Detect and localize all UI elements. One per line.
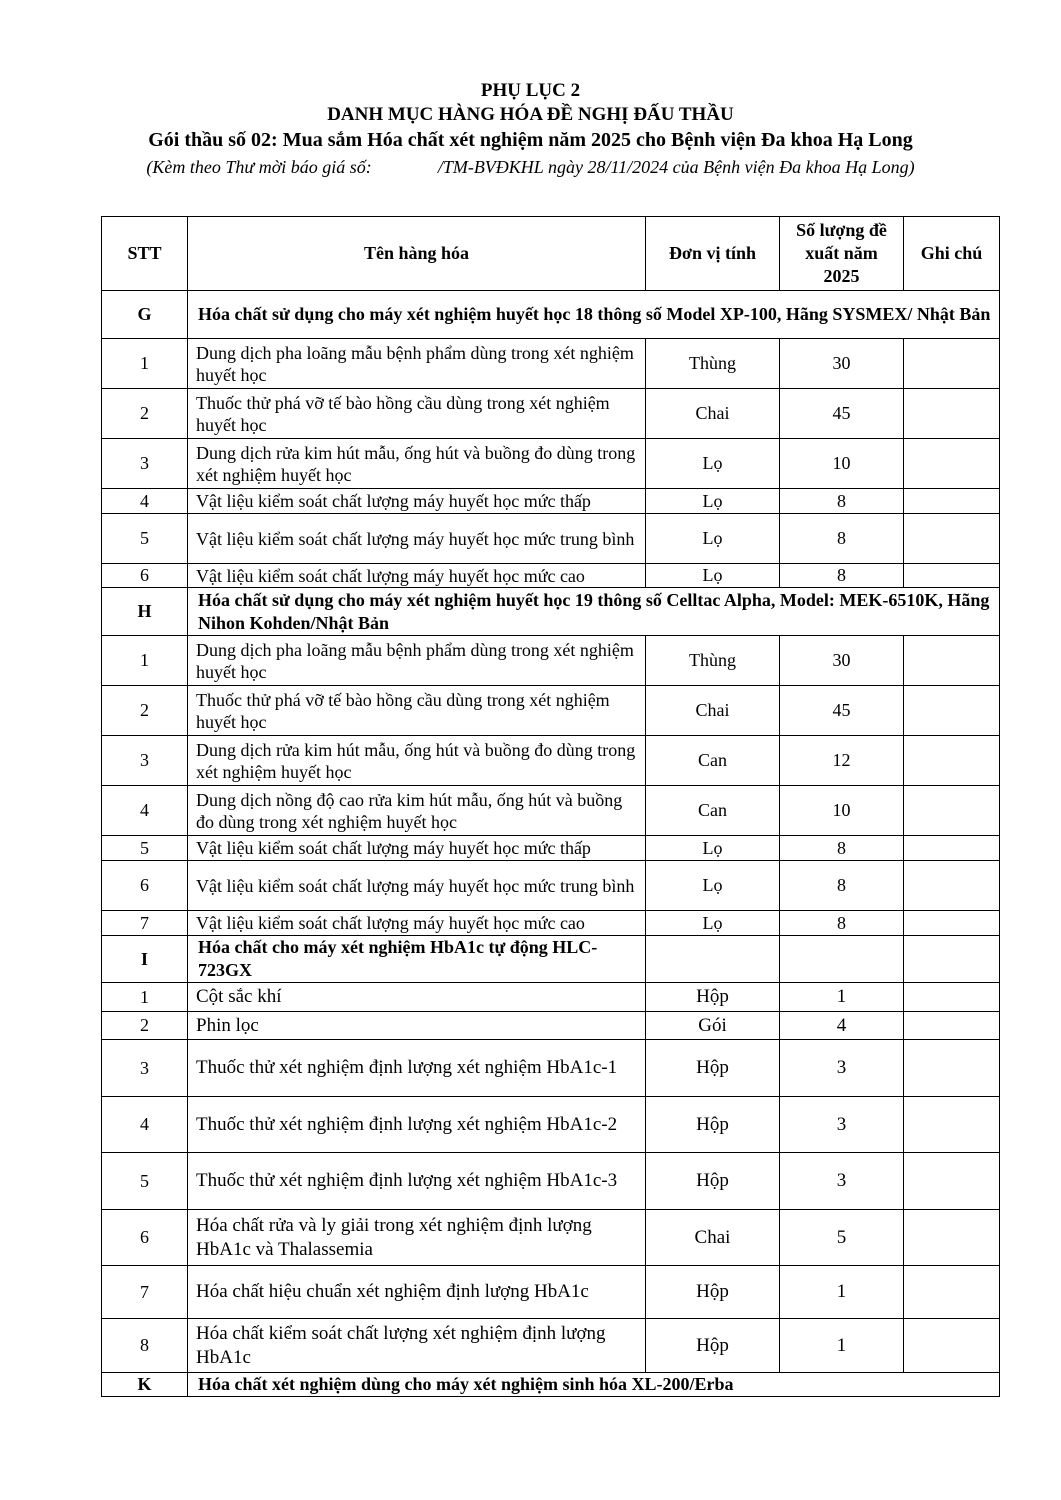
cell-stt: 5: [102, 1153, 188, 1210]
table-row: [102, 786, 1000, 836]
section-row: [102, 588, 1000, 636]
cell-unit: Hộp: [646, 983, 780, 1012]
cell-qty: 1: [780, 1319, 904, 1373]
cell-note: [904, 1266, 1000, 1319]
cell-stt: 4: [102, 489, 188, 514]
cell-name: Thuốc thử xét nghiệm định lượng xét nghiệm HbA1c-1: [188, 1040, 646, 1097]
table-row: [102, 489, 1000, 514]
cell-unit: Hộp: [646, 1319, 780, 1373]
appendix-title: PHỤ LỤC 2: [480, 80, 581, 101]
cell-name: Hóa chất hiệu chuẩn xét nghiệm định lượng HbA1c: [188, 1266, 646, 1319]
cell-unit: Lọ: [646, 861, 780, 911]
cell-qty: 3: [780, 1040, 904, 1097]
col-header-unit: Đơn vị tính: [646, 217, 780, 291]
cell-name: Vật liệu kiểm soát chất lượng máy huyết học mức thấp: [188, 836, 646, 861]
cell-unit: Chai: [646, 1210, 780, 1266]
table-row: [102, 911, 1000, 936]
section-title: Hóa chất xét nghiệm dùng cho máy xét nghiệm sinh hóa XL-200/Erba: [188, 1373, 1000, 1397]
cell-unit: Gói: [646, 1012, 780, 1040]
cell-qty: 1: [780, 1266, 904, 1319]
cell-note: [904, 1097, 1000, 1153]
cell-unit: Hộp: [646, 1153, 780, 1210]
cell-note: [904, 836, 1000, 861]
cell-unit: Lọ: [646, 439, 780, 489]
cell-qty: 1: [780, 983, 904, 1012]
goods-table: [101, 216, 1000, 1397]
col-header-name: Tên hàng hóa: [188, 217, 646, 291]
attachment-note: [0, 154, 1061, 180]
cell-stt: 6: [102, 1210, 188, 1266]
cell-stt: 7: [102, 911, 188, 936]
cell-note: [904, 861, 1000, 911]
cell-note: [904, 686, 1000, 736]
cell-stt: 5: [102, 514, 188, 564]
cell-unit: Lọ: [646, 911, 780, 936]
cell-stt: 2: [102, 389, 188, 439]
cell-qty: 12: [780, 736, 904, 786]
cell-stt: 5: [102, 836, 188, 861]
table-row: [102, 1097, 1000, 1153]
cell-note: [904, 936, 1000, 983]
cell-stt: 1: [102, 983, 188, 1012]
table-row: [102, 1153, 1000, 1210]
cell-stt: I: [102, 936, 188, 983]
cell-stt: G: [102, 291, 188, 339]
cell-qty: [780, 936, 904, 983]
section-row: [102, 936, 1000, 983]
cell-name: Vật liệu kiểm soát chất lượng máy huyết học mức cao: [188, 911, 646, 936]
cell-stt: 7: [102, 1266, 188, 1319]
cell-stt: 6: [102, 564, 188, 588]
cell-note: [904, 1210, 1000, 1266]
cell-note: [904, 489, 1000, 514]
cell-name: Thuốc thử xét nghiệm định lượng xét nghiệm HbA1c-2: [188, 1097, 646, 1153]
table-row: [102, 1210, 1000, 1266]
cell-qty: 8: [780, 836, 904, 861]
cell-unit: Lọ: [646, 514, 780, 564]
cell-qty: 45: [780, 389, 904, 439]
cell-unit: Can: [646, 786, 780, 836]
cell-name: Dung dịch pha loãng mẫu bệnh phẩm dùng trong xét nghiệm huyết học: [188, 636, 646, 686]
cell-stt: 1: [102, 339, 188, 389]
cell-note: [904, 786, 1000, 836]
section-row: [102, 1373, 1000, 1397]
cell-name: Hóa chất kiểm soát chất lượng xét nghiệm định lượng HbA1c: [188, 1319, 646, 1373]
table-row: [102, 564, 1000, 588]
cell-qty: 8: [780, 911, 904, 936]
cell-name: Vật liệu kiểm soát chất lượng máy huyết học mức cao: [188, 564, 646, 588]
cell-note: [904, 1153, 1000, 1210]
table-row: [102, 736, 1000, 786]
table-row: [102, 514, 1000, 564]
cell-stt: 2: [102, 1012, 188, 1040]
cell-unit: Can: [646, 736, 780, 786]
cell-note: [904, 983, 1000, 1012]
cell-name: Thuốc thử phá vỡ tế bào hồng cầu dùng trong xét nghiệm huyết học: [188, 686, 646, 736]
cell-note: [904, 1319, 1000, 1373]
section-title: Hóa chất sử dụng cho máy xét nghiệm huyết học 19 thông số Celltac Alpha, Model: MEK-6510K, Hãng Nihon Kohden/Nhật Bản: [188, 588, 1000, 636]
cell-unit: Thùng: [646, 339, 780, 389]
section-title: Hóa chất sử dụng cho máy xét nghiệm huyết học 18 thông số Model XP-100, Hãng SYSMEX/ Nhật Bản: [188, 291, 1000, 339]
cell-unit: Lọ: [646, 836, 780, 861]
cell-name: Hóa chất rửa và ly giải trong xét nghiệm định lượng HbA1c và Thalassemia: [188, 1210, 646, 1266]
cell-stt: 3: [102, 1040, 188, 1097]
cell-unit: Chai: [646, 389, 780, 439]
cell-qty: 10: [780, 786, 904, 836]
cell-qty: 8: [780, 861, 904, 911]
cell-note: [904, 389, 1000, 439]
col-header-qty: Số lượng đề xuất năm 2025: [780, 217, 904, 291]
list-title: DANH MỤC HÀNG HÓA ĐỀ NGHỊ ĐẤU THẦU: [327, 104, 734, 125]
cell-qty: 4: [780, 1012, 904, 1040]
cell-stt: 2: [102, 686, 188, 736]
cell-unit: Lọ: [646, 564, 780, 588]
table-body: [102, 291, 1000, 1397]
cell-note: [904, 1040, 1000, 1097]
table-row: [102, 636, 1000, 686]
attachment-note-part1: (Kèm theo Thư mời báo giá số:: [146, 157, 372, 177]
cell-stt: 8: [102, 1319, 188, 1373]
cell-note: [904, 564, 1000, 588]
cell-stt: 4: [102, 786, 188, 836]
cell-stt: 3: [102, 439, 188, 489]
section-title: Hóa chất cho máy xét nghiệm HbA1c tự động HLC-723GX: [188, 936, 646, 983]
cell-qty: 8: [780, 514, 904, 564]
cell-qty: 3: [780, 1097, 904, 1153]
table-row: [102, 836, 1000, 861]
cell-unit: Chai: [646, 686, 780, 736]
cell-note: [904, 1012, 1000, 1040]
cell-stt: 3: [102, 736, 188, 786]
cell-name: Thuốc thử xét nghiệm định lượng xét nghiệm HbA1c-3: [188, 1153, 646, 1210]
table-row: [102, 983, 1000, 1012]
table-header-row: [102, 217, 1000, 291]
cell-name: Dung dịch rửa kim hút mẫu, ống hút và buồng đo dùng trong xét nghiệm huyết học: [188, 736, 646, 786]
cell-stt: H: [102, 588, 188, 636]
col-header-stt: STT: [102, 217, 188, 291]
cell-stt: 6: [102, 861, 188, 911]
table-row: [102, 389, 1000, 439]
table-row: [102, 1012, 1000, 1040]
cell-note: [904, 636, 1000, 686]
cell-note: [904, 911, 1000, 936]
table-row: [102, 1266, 1000, 1319]
table-row: [102, 861, 1000, 911]
cell-note: [904, 736, 1000, 786]
cell-name: Dung dịch pha loãng mẫu bệnh phẩm dùng trong xét nghiệm huyết học: [188, 339, 646, 389]
cell-unit: Hộp: [646, 1097, 780, 1153]
attachment-note-part2: /TM-BVĐKHL ngày 28/11/2024 của Bệnh viện Đa khoa Hạ Long): [437, 157, 915, 177]
cell-note: [904, 339, 1000, 389]
cell-unit: Hộp: [646, 1040, 780, 1097]
cell-note: [904, 439, 1000, 489]
cell-qty: 5: [780, 1210, 904, 1266]
cell-stt: 1: [102, 636, 188, 686]
cell-stt: K: [102, 1373, 188, 1397]
package-title: Gói thầu số 02: Mua sắm Hóa chất xét nghiệm năm 2025 cho Bệnh viện Đa khoa Hạ Long: [148, 129, 913, 151]
cell-stt: 4: [102, 1097, 188, 1153]
table-row: [102, 339, 1000, 389]
cell-qty: 8: [780, 489, 904, 514]
cell-qty: 10: [780, 439, 904, 489]
cell-qty: 30: [780, 636, 904, 686]
cell-name: Thuốc thử phá vỡ tế bào hồng cầu dùng trong xét nghiệm huyết học: [188, 389, 646, 439]
cell-qty: 8: [780, 564, 904, 588]
cell-name: Dung dịch nồng độ cao rửa kim hút mẫu, ống hút và buồng đo dùng trong xét nghiệm huyết học: [188, 786, 646, 836]
table-row: [102, 439, 1000, 489]
cell-name: Cột sắc khí: [188, 983, 646, 1012]
cell-note: [904, 514, 1000, 564]
cell-qty: 45: [780, 686, 904, 736]
table-row: [102, 1040, 1000, 1097]
cell-unit: Thùng: [646, 636, 780, 686]
cell-qty: 30: [780, 339, 904, 389]
cell-name: Phin lọc: [188, 1012, 646, 1040]
col-header-note: Ghi chú: [904, 217, 1000, 291]
document-header: [0, 79, 1061, 180]
cell-name: Vật liệu kiểm soát chất lượng máy huyết học mức trung bình: [188, 514, 646, 564]
cell-name: Vật liệu kiểm soát chất lượng máy huyết học mức thấp: [188, 489, 646, 514]
cell-unit: Hộp: [646, 1266, 780, 1319]
cell-unit: [646, 936, 780, 983]
cell-unit: Lọ: [646, 489, 780, 514]
table-row: [102, 686, 1000, 736]
section-row: [102, 291, 1000, 339]
cell-name: Dung dịch rửa kim hút mẫu, ống hút và buồng đo dùng trong xét nghiệm huyết học: [188, 439, 646, 489]
cell-qty: 3: [780, 1153, 904, 1210]
cell-name: Vật liệu kiểm soát chất lượng máy huyết học mức trung bình: [188, 861, 646, 911]
table-row: [102, 1319, 1000, 1373]
